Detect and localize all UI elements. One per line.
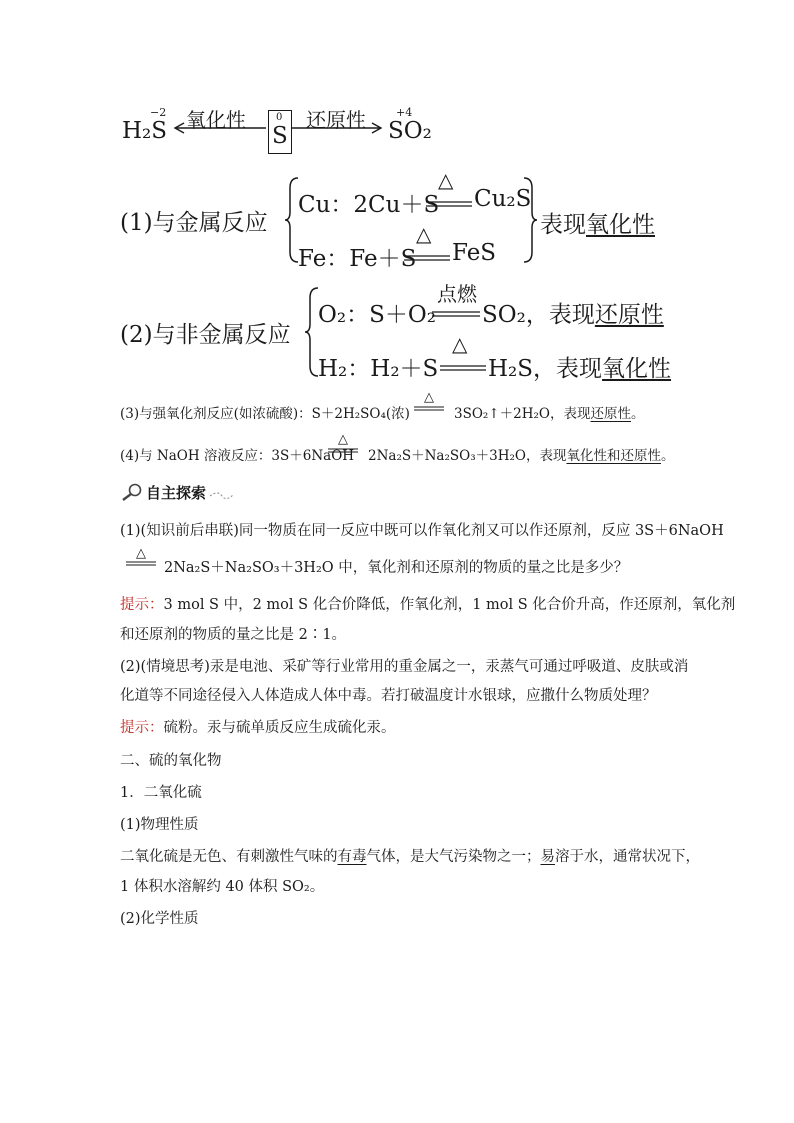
o2-product: SO₂ [482,302,526,328]
o2-condition: 点燃 [437,282,477,306]
item4-right-line [368,444,674,464]
o2-equation-right [482,296,664,329]
item4-heat: △ [338,432,348,447]
section2-sub1b: (2)化学性质 [120,911,199,927]
item3-heat: △ [424,390,434,405]
section2-sub1a: (1)物理性质 [120,817,199,833]
center-s-box [268,110,292,154]
p1-u1: 有毒 [337,849,367,865]
item3-right-line [454,402,644,422]
double-line-icon [426,200,474,208]
metal-heading: (1)与金属反应 [120,210,268,236]
h2-equation-left: H₂：H₂＋S [318,356,439,382]
item4-right: 2Na₂S＋Na₂SO₃＋3H₂O，表现 [368,448,567,464]
q2-line1: (2)(情境思考)汞是电池、采矿等行业常用的重金属之一，汞蒸气可通过呼吸道、皮肤或消 [120,659,689,675]
cu-product: Cu₂S [474,186,532,212]
item4-left: (4)与 NaOH 溶液反应：3S＋6NaOH [120,448,355,464]
magnifier-icon [120,482,146,502]
oxidation-state-minus2: −2 [150,106,167,119]
right-brace-icon [522,176,538,264]
a1-line1: 3 mol S 中，2 mol S 化合价降低，作氧化剂，1 mol S 化合价升高，作还原剂，氧化剂 [163,597,736,613]
a2: 硫粉。汞与硫单质反应生成硫化汞。 [163,720,396,736]
heat-symbol-cu: △ [438,168,454,192]
item3-left: (3)与强氧化剂反应(如浓硫酸)：S＋2H₂SO₄(浓) [120,406,410,422]
nonmetal-heading: (2)与非金属反应 [120,322,291,348]
o2-result: 还原性 [594,302,664,328]
q1-line2: 2Na₂S＋Na₂SO₃＋3H₂O 中，氧化剂和还原剂的物质的量之比是多少？ [164,560,629,576]
so2-formula: SO₂ [388,118,432,144]
item3-right: 3SO₂↑＋2H₂O，表现 [454,406,591,422]
h2-suffix: ，表现 [533,356,603,382]
arrow-left-icon [172,118,268,138]
double-line-icon [414,406,446,412]
answer2-line [120,716,396,737]
item4-end: 。 [660,448,675,464]
so2-physical-line1 [120,845,700,866]
h2s-formula: H₂S [122,118,168,144]
o2-equation-left: O₂：S＋O₂ [318,302,436,328]
heat-symbol-fe: △ [416,222,432,246]
label-oxidizing: 氧化性 [186,108,246,132]
item3-result: 还原性 [590,406,631,422]
q1-line1: (1)(知识前后串联)同一物质在同一反应中既可以作氧化剂又可以作还原剂，反应 3S＋6NaOH [120,523,724,539]
metal-result: 氧化性 [586,212,655,238]
center-s: S [272,123,288,149]
oxidation-state-plus4: +4 [396,106,413,119]
o2-suffix: ，表现 [525,302,595,328]
section2-sub1: 1．二氧化硫 [120,785,202,801]
fe-equation-left: Fe：Fe＋S [298,246,417,272]
item3-end: 。 [630,406,645,422]
h2-equation-right [488,350,671,383]
h2-product: H₂S [488,356,534,382]
double-line-icon [328,448,360,454]
answer1-line1 [120,593,735,614]
label-reducing: 还原性 [306,108,366,132]
item4-result: 氧化性和还原性 [566,448,661,464]
metal-result-prefix: 表现 [540,212,586,238]
dotted-trail-icon [208,488,236,500]
double-line-icon [404,254,452,262]
arrow-right-icon [292,118,384,138]
section2-heading: 二、硫的氧化物 [120,753,222,769]
q2-line2: 化道等不同途径侵入人体造成人体中毒。若打破温度计水银球，应撒什么物质处理？ [120,688,657,704]
hint-label: 提示： [120,720,164,736]
p1-a: 二氧化硫是无色、有刺激性气味的 [120,849,338,865]
h2-result: 氧化性 [602,356,672,382]
explore-title: 自主探索 [146,484,207,502]
oxidation-state-zero: 0 [276,112,283,123]
p1-b: 气体，是大气污染物之一； [366,849,541,865]
p1-c: 溶于水，通常状况下， [555,849,700,865]
double-line-icon [440,364,488,372]
fe-product: FeS [452,240,497,266]
heat-symbol-h2: △ [452,332,468,356]
p1-line2: 1 体积水溶解约 40 体积 SO₂。 [120,879,325,895]
hint-label: 提示： [120,597,164,613]
cu-equation-left: Cu：2Cu＋S [298,192,440,218]
p1-u2: 易 [540,849,555,865]
metal-result-line [540,206,655,239]
a1-line2: 和还原剂的物质的量之比是 2∶1。 [120,627,347,643]
double-line-icon [126,561,158,567]
q1-heat: △ [136,546,146,561]
double-line-icon [432,310,482,318]
